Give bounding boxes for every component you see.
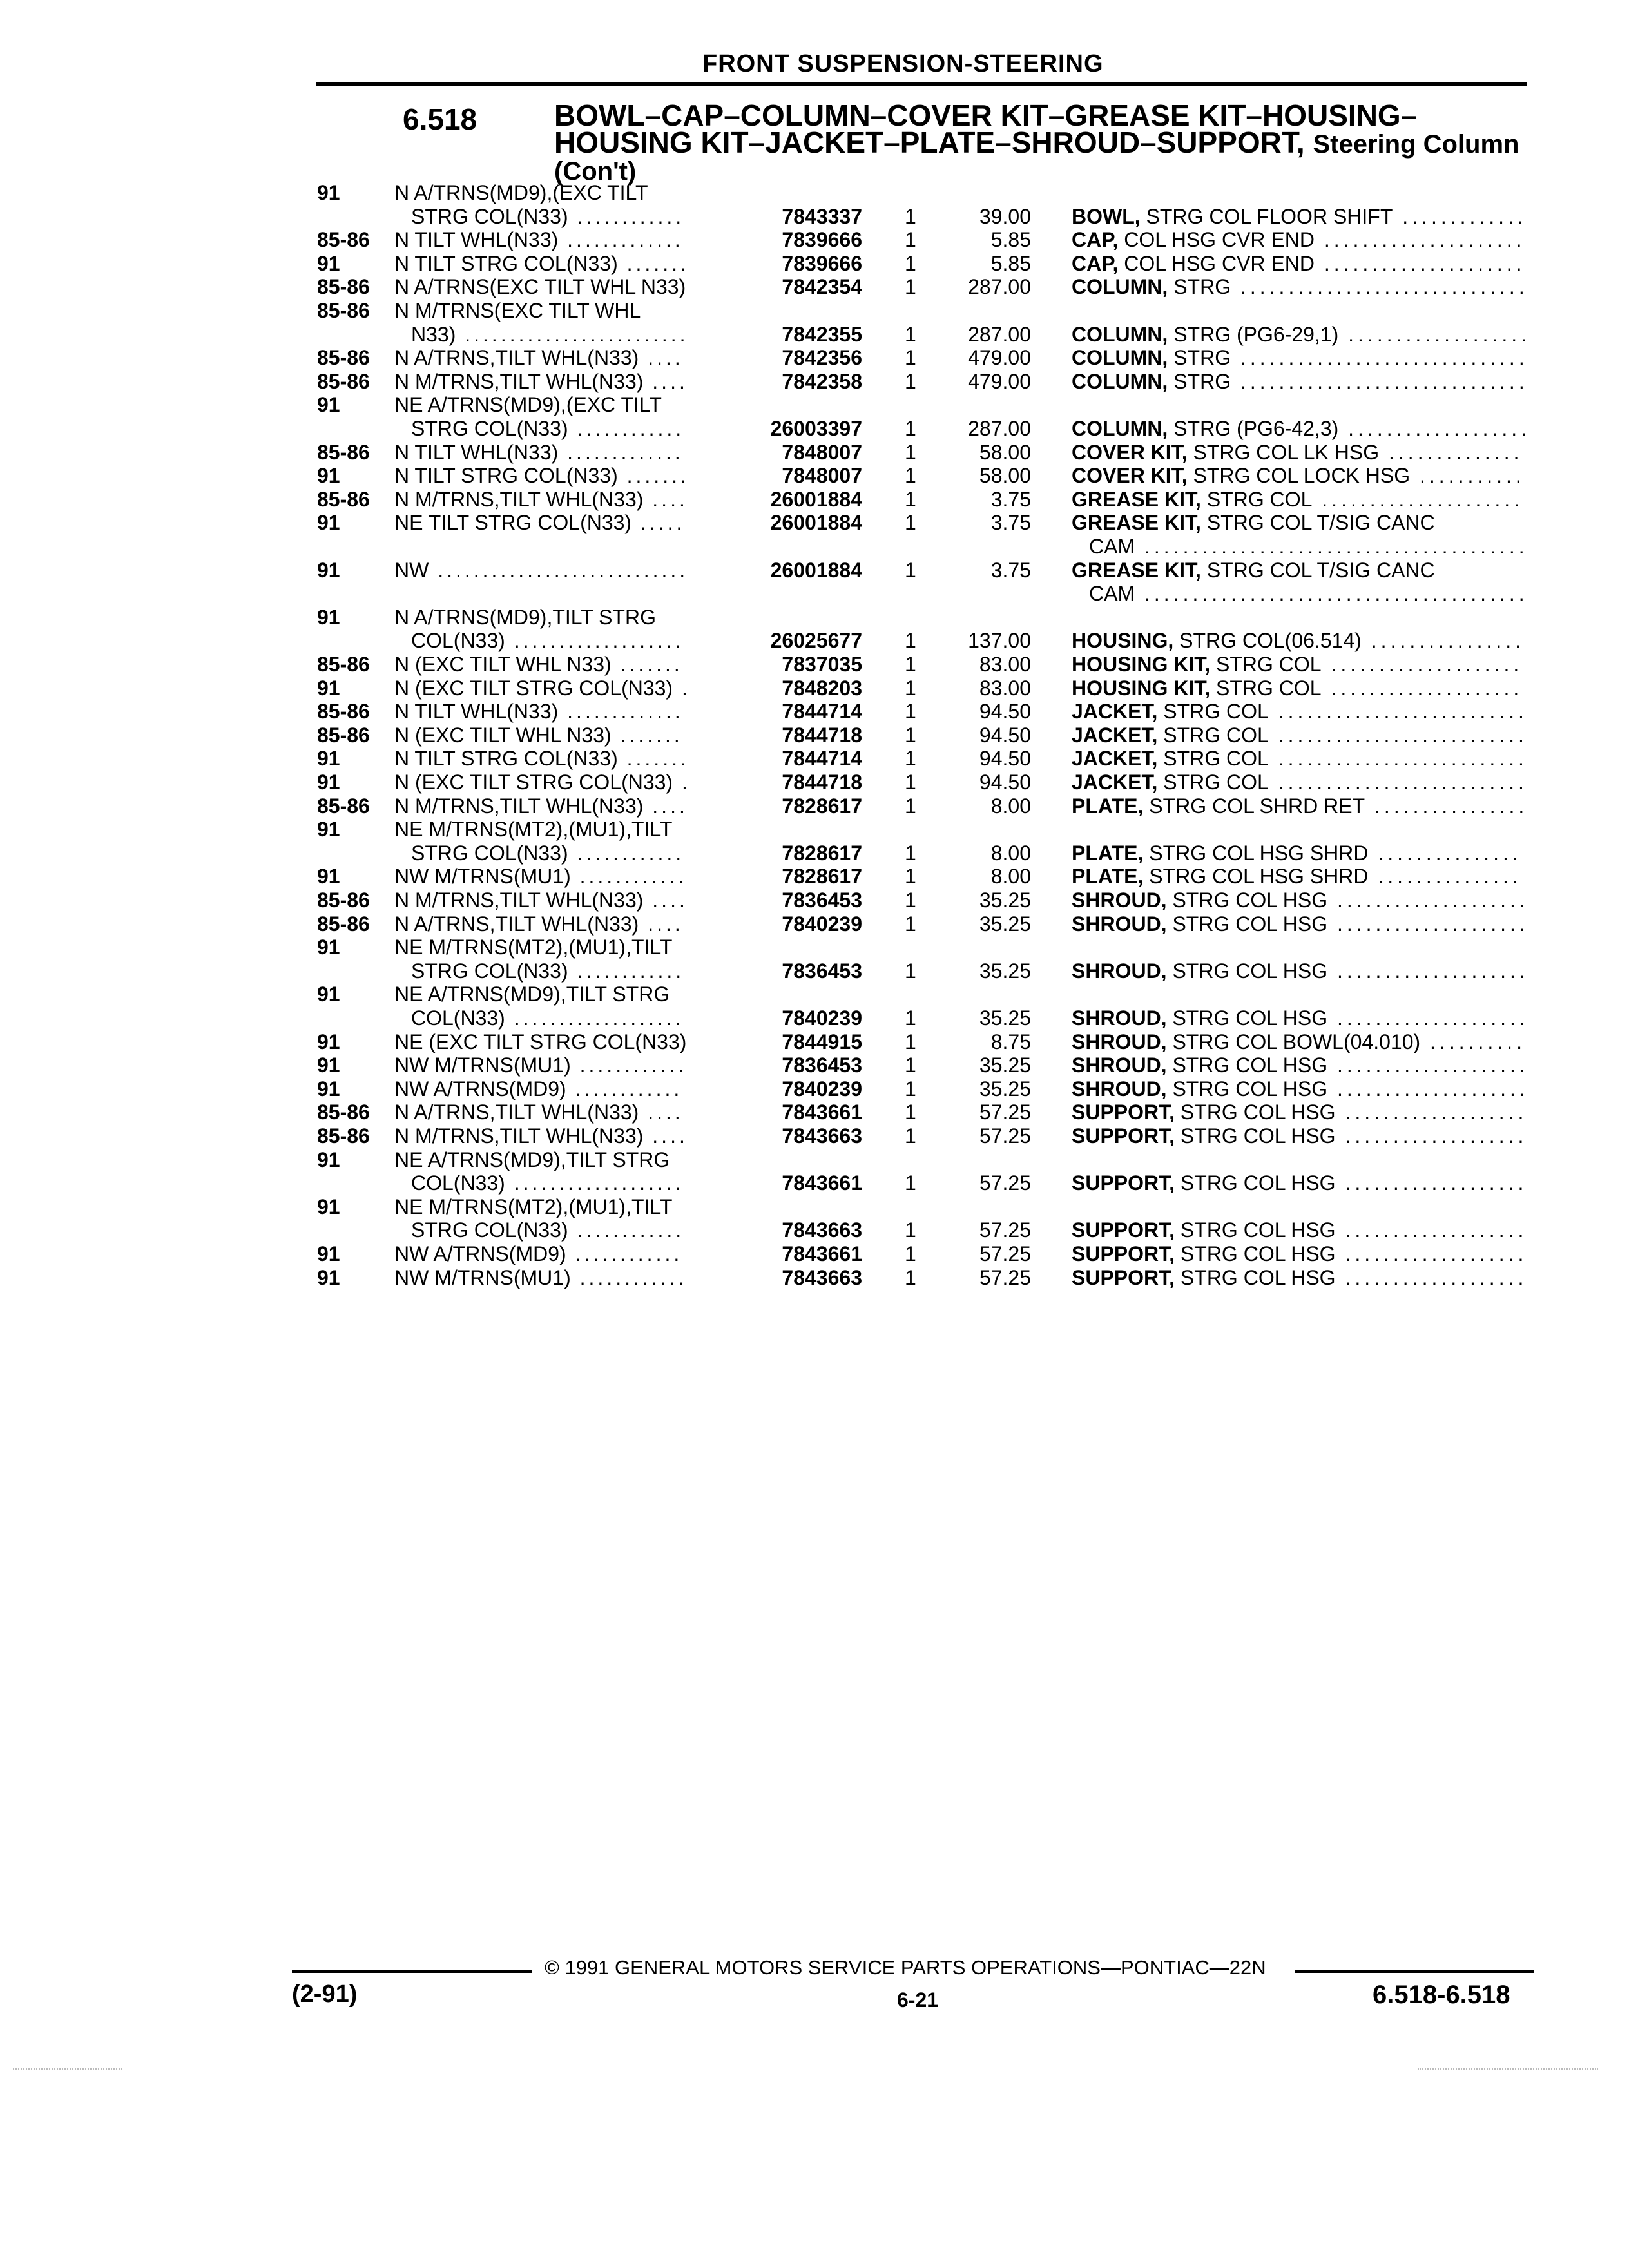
qualifier-cell: NE A/TRNS(MD9),TILT STRG <box>394 983 670 1006</box>
price-cell: 8.00 <box>990 794 1031 818</box>
part-number-cell: 26001884 <box>770 487 862 511</box>
price-cell: 287.00 <box>968 275 1031 299</box>
price-cell: 287.00 <box>968 417 1031 440</box>
year-cell: 91 <box>317 983 340 1006</box>
year-cell: 85-86 <box>317 440 370 464</box>
description-cell: PLATE, STRG COL HSG SHRD ............... <box>1072 865 1522 889</box>
description-cell: PLATE, STRG COL SHRD RET ................ <box>1072 794 1528 818</box>
qualifier-cell-cont: STRG COL(N33) ............ <box>411 204 685 228</box>
quantity-cell: 1 <box>905 1265 916 1289</box>
price-cell: 287.00 <box>968 322 1031 346</box>
quantity-cell: 1 <box>905 629 916 653</box>
description-cell: COLUMN, STRG (PG6-29,1) ................... <box>1072 322 1531 346</box>
quantity-cell: 1 <box>905 1077 916 1100</box>
part-number-cell: 26003397 <box>770 417 862 440</box>
year-cell: 91 <box>317 818 340 841</box>
qualifier-cell: N A/TRNS(EXC TILT WHL N33) <box>394 275 686 299</box>
qualifier-cell: N A/TRNS,TILT WHL(N33) .... <box>394 912 684 936</box>
price-cell: 94.50 <box>979 771 1031 794</box>
description-cell: GREASE KIT, STRG COL T/SIG CANC <box>1072 511 1435 535</box>
part-number-cell: 7840239 <box>782 912 862 936</box>
description-cell: SUPPORT, STRG COL HSG ................... <box>1072 1218 1528 1242</box>
footer-rule-right <box>1295 1970 1534 1973</box>
section-title-line2: HOUSING KIT–JACKET–PLATE–SHROUD–SUPPORT, Steering Column <box>554 126 1519 159</box>
year-cell: 85-86 <box>317 700 370 724</box>
part-number-cell: 7828617 <box>782 794 862 818</box>
part-number-cell: 7836453 <box>782 1053 862 1077</box>
qualifier-cell: N M/TRNS,TILT WHL(N33) .... <box>394 1124 688 1148</box>
description-cell: HOUSING KIT, STRG COL .................... <box>1072 653 1523 676</box>
description-cell: JACKET, STRG COL .......................... <box>1072 723 1528 747</box>
quantity-cell: 1 <box>905 1030 916 1053</box>
scan-artifact-right <box>1418 2068 1598 2070</box>
footer-copyright: © 1991 GENERAL MOTORS SERVICE PARTS OPERATIONS—PONTIAC—22N <box>545 1956 1266 1979</box>
quantity-cell: 1 <box>905 723 916 747</box>
year-cell: 91 <box>317 181 340 204</box>
qualifier-cell: NW M/TRNS(MU1) ............ <box>394 865 688 889</box>
part-number-cell: 7836453 <box>782 889 862 912</box>
qualifier-cell: N A/TRNS,TILT WHL(N33) .... <box>394 346 684 370</box>
year-cell: 91 <box>317 1030 340 1053</box>
quantity-cell: 1 <box>905 959 916 983</box>
description-cell: SHROUD, STRG COL HSG .................... <box>1072 1053 1529 1077</box>
qualifier-cell: N M/TRNS,TILT WHL(N33) .... <box>394 794 688 818</box>
price-cell: 83.00 <box>979 676 1031 700</box>
quantity-cell: 1 <box>905 1100 916 1124</box>
footer-date-code: (2-91) <box>292 1981 358 2008</box>
part-number-cell: 7840239 <box>782 1077 862 1100</box>
header-rule <box>316 82 1527 86</box>
qualifier-cell: N TILT WHL(N33) ............. <box>394 440 684 464</box>
qualifier-cell: N M/TRNS,TILT WHL(N33) .... <box>394 889 688 912</box>
year-cell: 85-86 <box>317 1100 370 1124</box>
section-title-line1: BOWL–CAP–COLUMN–COVER KIT–GREASE KIT–HOUSING– <box>554 99 1418 132</box>
qualifier-cell: NW A/TRNS(MD9) ............ <box>394 1077 683 1100</box>
part-number-cell: 26025677 <box>770 629 862 653</box>
quantity-cell: 1 <box>905 794 916 818</box>
year-cell: 85-86 <box>317 1124 370 1148</box>
description-cell: HOUSING KIT, STRG COL .................... <box>1072 676 1523 700</box>
price-cell: 3.75 <box>990 487 1031 511</box>
quantity-cell: 1 <box>905 417 916 440</box>
qualifier-cell: N TILT STRG COL(N33) ....... <box>394 747 689 771</box>
part-number-cell: 7842355 <box>782 322 862 346</box>
quantity-cell: 1 <box>905 1218 916 1242</box>
description-cell: COLUMN, STRG .............................. <box>1072 346 1528 370</box>
qualifier-cell-cont: N33) ......................... <box>411 322 689 346</box>
part-number-cell: 7844714 <box>782 747 862 771</box>
qualifier-cell: NE TILT STRG COL(N33) ..... <box>394 511 686 535</box>
quantity-cell: 1 <box>905 1053 916 1077</box>
year-cell: 91 <box>317 464 340 488</box>
price-cell: 137.00 <box>968 629 1031 653</box>
qualifier-cell-cont: STRG COL(N33) ............ <box>411 959 685 983</box>
price-cell: 57.25 <box>979 1171 1031 1195</box>
part-number-cell: 26001884 <box>770 511 862 535</box>
description-cell: SUPPORT, STRG COL HSG ................... <box>1072 1124 1528 1148</box>
description-cell-cont: CAM ........................................ <box>1089 535 1528 558</box>
description-cell: COLUMN, STRG (PG6-42,3) ................... <box>1072 417 1531 440</box>
description-cell: JACKET, STRG COL .......................... <box>1072 700 1528 724</box>
year-cell: 91 <box>317 771 340 794</box>
qualifier-cell: N A/TRNS(MD9),(EXC TILT <box>394 181 648 204</box>
price-cell: 3.75 <box>990 511 1031 535</box>
part-number-cell: 7842356 <box>782 346 862 370</box>
price-cell: 83.00 <box>979 653 1031 676</box>
qualifier-cell: NE M/TRNS(MT2),(MU1),TILT <box>394 1195 673 1218</box>
qualifier-cell: N M/TRNS(EXC TILT WHL <box>394 299 641 322</box>
part-number-cell: 7842354 <box>782 275 862 299</box>
quantity-cell: 1 <box>905 865 916 889</box>
qualifier-cell: NW ............................ <box>394 558 689 582</box>
qualifier-cell-cont: COL(N33) ................... <box>411 629 684 653</box>
quantity-cell: 1 <box>905 487 916 511</box>
price-cell: 35.25 <box>979 959 1031 983</box>
quantity-cell: 1 <box>905 346 916 370</box>
qualifier-cell: NE M/TRNS(MT2),(MU1),TILT <box>394 818 673 841</box>
qualifier-cell-cont: STRG COL(N33) ............ <box>411 417 685 440</box>
scan-artifact-left <box>13 2068 122 2070</box>
price-cell: 8.00 <box>990 865 1031 889</box>
description-cell: SUPPORT, STRG COL HSG ................... <box>1072 1171 1528 1195</box>
part-number-cell: 7848007 <box>782 464 862 488</box>
qualifier-cell: N TILT WHL(N33) ............. <box>394 228 684 252</box>
part-number-cell: 7843663 <box>782 1265 862 1289</box>
description-cell: COVER KIT, STRG COL LK HSG .............. <box>1072 440 1523 464</box>
price-cell: 57.25 <box>979 1265 1031 1289</box>
quantity-cell: 1 <box>905 1171 916 1195</box>
quantity-cell: 1 <box>905 558 916 582</box>
description-cell: SUPPORT, STRG COL HSG ................... <box>1072 1100 1528 1124</box>
quantity-cell: 1 <box>905 747 916 771</box>
qualifier-cell: N TILT STRG COL(N33) ....... <box>394 251 689 275</box>
part-number-cell: 7842358 <box>782 369 862 393</box>
price-cell: 3.75 <box>990 558 1031 582</box>
qualifier-cell: NW M/TRNS(MU1) ............ <box>394 1265 688 1289</box>
part-number-cell: 7839666 <box>782 251 862 275</box>
year-cell: 91 <box>317 1195 340 1218</box>
qualifier-cell: NE A/TRNS(MD9),TILT STRG <box>394 1148 670 1171</box>
year-cell: 85-86 <box>317 346 370 370</box>
part-number-cell: 7844718 <box>782 723 862 747</box>
quantity-cell: 1 <box>905 700 916 724</box>
part-number-cell: 7848203 <box>782 676 862 700</box>
quantity-cell: 1 <box>905 228 916 252</box>
price-cell: 58.00 <box>979 464 1031 488</box>
section-title-cont: (Con't) <box>554 157 637 186</box>
qualifier-cell-cont: STRG COL(N33) ............ <box>411 1218 685 1242</box>
part-number-cell: 7844714 <box>782 700 862 724</box>
quantity-cell: 1 <box>905 676 916 700</box>
footer-page-number: 6-21 <box>897 1988 939 2012</box>
price-cell: 5.85 <box>990 251 1031 275</box>
part-number-cell: 7840239 <box>782 1006 862 1030</box>
description-cell: COVER KIT, STRG COL LOCK HSG ........... <box>1072 464 1525 488</box>
quantity-cell: 1 <box>905 251 916 275</box>
footer-section-range: 6.518-6.518 <box>1373 1981 1510 2009</box>
quantity-cell: 1 <box>905 1006 916 1030</box>
section-title <box>554 99 1519 186</box>
quantity-cell: 1 <box>905 1242 916 1265</box>
description-cell: SHROUD, STRG COL HSG .................... <box>1072 1077 1529 1100</box>
part-number-cell: 7836453 <box>782 959 862 983</box>
description-cell: PLATE, STRG COL HSG SHRD ............... <box>1072 841 1522 865</box>
price-cell: 35.25 <box>979 1006 1031 1030</box>
quantity-cell: 1 <box>905 771 916 794</box>
qualifier-cell: N A/TRNS(MD9),TILT STRG <box>394 605 656 629</box>
quantity-cell: 1 <box>905 912 916 936</box>
qualifier-cell: NW M/TRNS(MU1) ............ <box>394 1053 688 1077</box>
qualifier-cell: N (EXC TILT STRG COL(N33) . <box>394 771 691 794</box>
year-cell: 85-86 <box>317 228 370 252</box>
price-cell: 479.00 <box>968 369 1031 393</box>
price-cell: 94.50 <box>979 700 1031 724</box>
year-cell: 91 <box>317 1265 340 1289</box>
part-number-cell: 7843661 <box>782 1242 862 1265</box>
part-number-cell: 7843663 <box>782 1124 862 1148</box>
part-number-cell: 7828617 <box>782 865 862 889</box>
description-cell: SHROUD, STRG COL BOWL(04.010) .......... <box>1072 1030 1526 1053</box>
price-cell: 8.00 <box>990 841 1031 865</box>
year-cell: 91 <box>317 747 340 771</box>
page-header-title: FRONT SUSPENSION-STEERING <box>702 50 1104 77</box>
description-cell: BOWL, STRG COL FLOOR SHIFT ............. <box>1072 204 1527 228</box>
price-cell: 94.50 <box>979 747 1031 771</box>
year-cell: 91 <box>317 1148 340 1171</box>
year-cell: 85-86 <box>317 653 370 676</box>
qualifier-cell: NE (EXC TILT STRG COL(N33) <box>394 1030 687 1053</box>
year-cell: 85-86 <box>317 369 370 393</box>
price-cell: 35.25 <box>979 1053 1031 1077</box>
quantity-cell: 1 <box>905 440 916 464</box>
description-cell: JACKET, STRG COL .......................... <box>1072 771 1528 794</box>
part-number-cell: 7839666 <box>782 228 862 252</box>
price-cell: 39.00 <box>979 204 1031 228</box>
part-number-cell: 7843337 <box>782 204 862 228</box>
year-cell: 85-86 <box>317 487 370 511</box>
price-cell: 57.25 <box>979 1242 1031 1265</box>
quantity-cell: 1 <box>905 275 916 299</box>
price-cell: 5.85 <box>990 228 1031 252</box>
price-cell: 35.25 <box>979 889 1031 912</box>
year-cell: 91 <box>317 393 340 417</box>
part-number-cell: 7843661 <box>782 1171 862 1195</box>
part-number-cell: 7828617 <box>782 841 862 865</box>
qualifier-cell: NE A/TRNS(MD9),(EXC TILT <box>394 393 662 417</box>
year-cell: 85-86 <box>317 299 370 322</box>
part-number-cell: 7843663 <box>782 1218 862 1242</box>
description-cell: SHROUD, STRG COL HSG .................... <box>1072 1006 1529 1030</box>
year-cell: 91 <box>317 865 340 889</box>
section-number: 6.518 <box>403 102 477 136</box>
price-cell: 57.25 <box>979 1218 1031 1242</box>
qualifier-cell: N M/TRNS,TILT WHL(N33) .... <box>394 369 688 393</box>
year-cell: 91 <box>317 1077 340 1100</box>
part-number-cell: 7837035 <box>782 653 862 676</box>
quantity-cell: 1 <box>905 511 916 535</box>
quantity-cell: 1 <box>905 369 916 393</box>
part-number-cell: 7844718 <box>782 771 862 794</box>
description-cell: SHROUD, STRG COL HSG .................... <box>1072 912 1529 936</box>
year-cell: 85-86 <box>317 889 370 912</box>
year-cell: 91 <box>317 605 340 629</box>
price-cell: 8.75 <box>990 1030 1031 1053</box>
year-cell: 91 <box>317 676 340 700</box>
price-cell: 57.25 <box>979 1100 1031 1124</box>
qualifier-cell: NW A/TRNS(MD9) ............ <box>394 1242 683 1265</box>
price-cell: 479.00 <box>968 346 1031 370</box>
description-cell: HOUSING, STRG COL(06.514) ................ <box>1072 629 1525 653</box>
quantity-cell: 1 <box>905 204 916 228</box>
qualifier-cell: NE M/TRNS(MT2),(MU1),TILT <box>394 936 673 959</box>
qualifier-cell-cont: COL(N33) ................... <box>411 1171 684 1195</box>
description-cell: SUPPORT, STRG COL HSG ................... <box>1072 1242 1528 1265</box>
qualifier-cell-cont: COL(N33) ................... <box>411 1006 684 1030</box>
year-cell: 91 <box>317 1053 340 1077</box>
description-cell: SUPPORT, STRG COL HSG ................... <box>1072 1265 1528 1289</box>
description-cell: CAP, COL HSG CVR END ..................... <box>1072 228 1526 252</box>
description-cell: COLUMN, STRG .............................. <box>1072 275 1528 299</box>
part-number-cell: 7844915 <box>782 1030 862 1053</box>
part-number-cell: 7843661 <box>782 1100 862 1124</box>
year-cell: 91 <box>317 1242 340 1265</box>
qualifier-cell: N M/TRNS,TILT WHL(N33) .... <box>394 487 688 511</box>
qualifier-cell: N (EXC TILT WHL N33) ....... <box>394 723 683 747</box>
qualifier-cell: N TILT STRG COL(N33) ....... <box>394 464 689 488</box>
description-cell: GREASE KIT, STRG COL ..................... <box>1072 487 1523 511</box>
quantity-cell: 1 <box>905 841 916 865</box>
qualifier-cell: N A/TRNS,TILT WHL(N33) .... <box>394 1100 684 1124</box>
description-cell: CAP, COL HSG CVR END ..................... <box>1072 251 1526 275</box>
year-cell: 91 <box>317 511 340 535</box>
description-cell: COLUMN, STRG .............................. <box>1072 369 1528 393</box>
qualifier-cell: N (EXC TILT WHL N33) ....... <box>394 653 683 676</box>
quantity-cell: 1 <box>905 322 916 346</box>
description-cell: SHROUD, STRG COL HSG .................... <box>1072 889 1529 912</box>
price-cell: 57.25 <box>979 1124 1031 1148</box>
part-number-cell: 26001884 <box>770 558 862 582</box>
year-cell: 85-86 <box>317 723 370 747</box>
description-cell: SHROUD, STRG COL HSG .................... <box>1072 959 1529 983</box>
qualifier-cell: N TILT WHL(N33) ............. <box>394 700 684 724</box>
price-cell: 35.25 <box>979 1077 1031 1100</box>
price-cell: 58.00 <box>979 440 1031 464</box>
price-cell: 94.50 <box>979 723 1031 747</box>
qualifier-cell: N (EXC TILT STRG COL(N33) . <box>394 676 691 700</box>
quantity-cell: 1 <box>905 889 916 912</box>
year-cell: 91 <box>317 558 340 582</box>
quantity-cell: 1 <box>905 653 916 676</box>
description-cell: JACKET, STRG COL .......................... <box>1072 747 1528 771</box>
price-cell: 35.25 <box>979 912 1031 936</box>
footer-rule-left <box>292 1970 532 1973</box>
description-cell-cont: CAM ........................................ <box>1089 582 1528 606</box>
year-cell: 85-86 <box>317 912 370 936</box>
year-cell: 85-86 <box>317 275 370 299</box>
year-cell: 85-86 <box>317 794 370 818</box>
part-number-cell: 7848007 <box>782 440 862 464</box>
year-cell: 91 <box>317 936 340 959</box>
quantity-cell: 1 <box>905 1124 916 1148</box>
year-cell: 91 <box>317 251 340 275</box>
qualifier-cell-cont: STRG COL(N33) ............ <box>411 841 685 865</box>
description-cell: GREASE KIT, STRG COL T/SIG CANC <box>1072 558 1435 582</box>
quantity-cell: 1 <box>905 464 916 488</box>
